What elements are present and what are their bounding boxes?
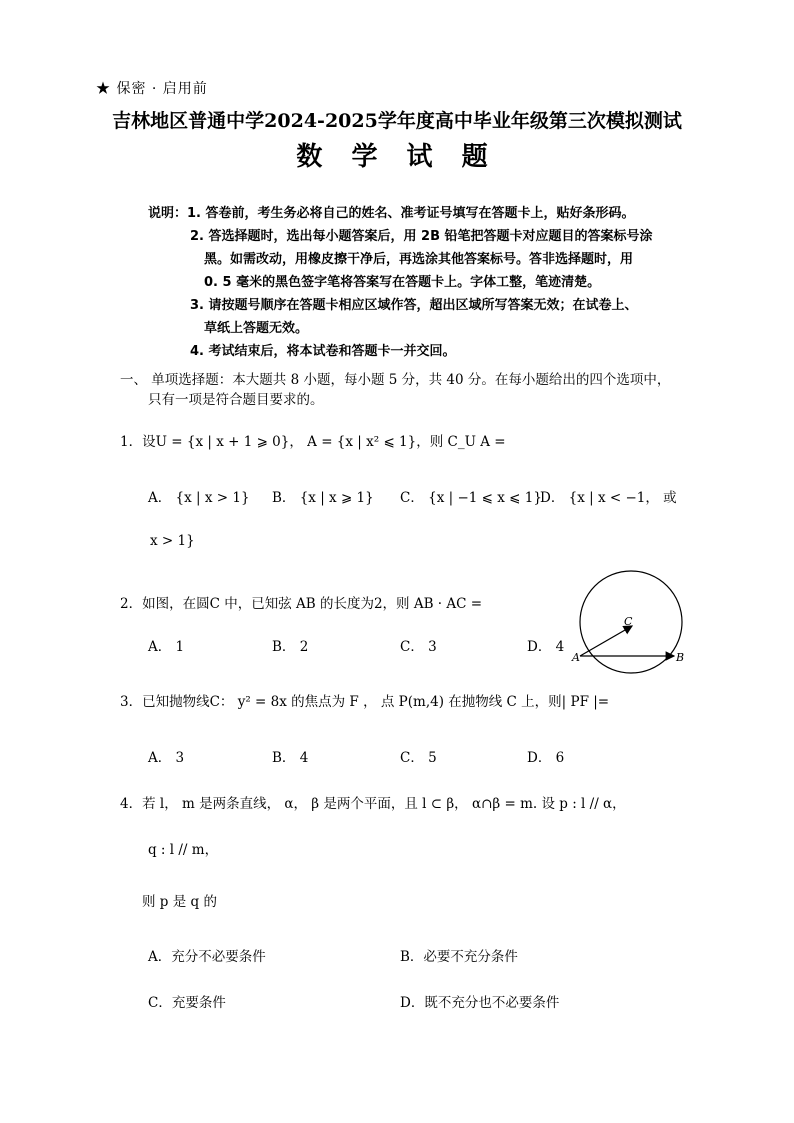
- section-heading: 一、 单项选择题：本大题共 8 小题，每小题 5 分，共 40 分。在每小题给出的四个选项中，: [120, 372, 671, 388]
- note-line: 0. 5 毫米的黑色签字笔将答案写在答题卡上。字体工整，笔迹清楚。: [204, 275, 601, 290]
- q2-option-b: B． 2: [272, 639, 309, 655]
- q1-option-b: B． {x | x ⩾ 1}: [272, 490, 374, 506]
- q3-option-a: A． 3: [148, 750, 185, 766]
- question-4-line2: q : l // m，: [148, 842, 219, 858]
- q1-option-d: D． {x | x < −1， 或: [540, 490, 677, 506]
- q3-option-d: D． 6: [527, 750, 565, 766]
- note-line: 3. 请按题号顺序在答题卡相应区域作答，超出区域所写答案无效；在试卷上、: [190, 298, 638, 313]
- q1-option-d-cont: x > 1}: [150, 533, 195, 549]
- exam-title: 吉林地区普通中学2024-2025学年度高中毕业年级第三次模拟测试: [112, 110, 682, 132]
- question-3: 3．已知抛物线C： y² = 8x 的焦点为 F ， 点 P(m,4) 在抛物线 C 上，则| PF |=: [120, 694, 610, 710]
- q2-option-d: D． 4: [527, 639, 565, 655]
- note-line: 草纸上答题无效。: [204, 321, 309, 336]
- confidential-mark: ★ 保密 · 启用前: [96, 81, 208, 97]
- vector-ac: [580, 626, 632, 656]
- q4-option-d: D．既不充分也不必要条件: [400, 995, 560, 1011]
- question-2: 2．如图，在圆C 中，已知弦 AB 的长度为2，则 AB · AC =: [120, 596, 483, 612]
- q3-option-c: C． 5: [400, 750, 437, 766]
- q1-option-c: C． {x | −1 ⩽ x ⩽ 1}: [400, 490, 542, 506]
- q2-option-a: A． 1: [148, 639, 185, 655]
- q2-option-c: C． 3: [400, 639, 437, 655]
- q4-option-c: C．充要条件: [148, 995, 226, 1011]
- label-b: B: [676, 651, 685, 664]
- note-line: 黑。如需改动，用橡皮擦干净后，再选涂其他答案标号。答非选择题时，用: [204, 252, 634, 267]
- q1-option-a: A． {x | x > 1}: [148, 490, 250, 506]
- subject-title: 数 学 试 题: [296, 142, 498, 172]
- question-1: 1．设U = {x | x + 1 ⩾ 0}， A = {x | x² ⩽ 1}，则 C_U A =: [120, 434, 506, 450]
- q4-option-a: A．充分不必要条件: [148, 949, 266, 965]
- q4-option-b: B．必要不充分条件: [400, 949, 518, 965]
- note-line: 4. 考试结束后，将本试卷和答题卡一并交回。: [190, 344, 456, 359]
- note-line: 2. 答选择题时，选出每小题答案后，用 2B 铅笔把答题卡对应题目的答案标号涂: [190, 229, 653, 244]
- q3-option-b: B． 4: [272, 750, 309, 766]
- section-heading-cont: 只有一项是符合题目要求的。: [148, 392, 324, 408]
- label-c: C: [624, 615, 633, 628]
- circle-figure: [570, 570, 694, 680]
- label-a: A: [572, 651, 580, 664]
- question-4-line3: 则 p 是 q 的: [142, 894, 217, 910]
- note-line: 说明：1. 答卷前，考生务必将自己的姓名、准考证号填写在答题卡上，贴好条形码。: [148, 206, 635, 221]
- question-4: 4．若 l， m 是两条直线， α， β 是两个平面，且 l ⊂ β， α∩β = m. 设 p : l // α，: [120, 796, 626, 812]
